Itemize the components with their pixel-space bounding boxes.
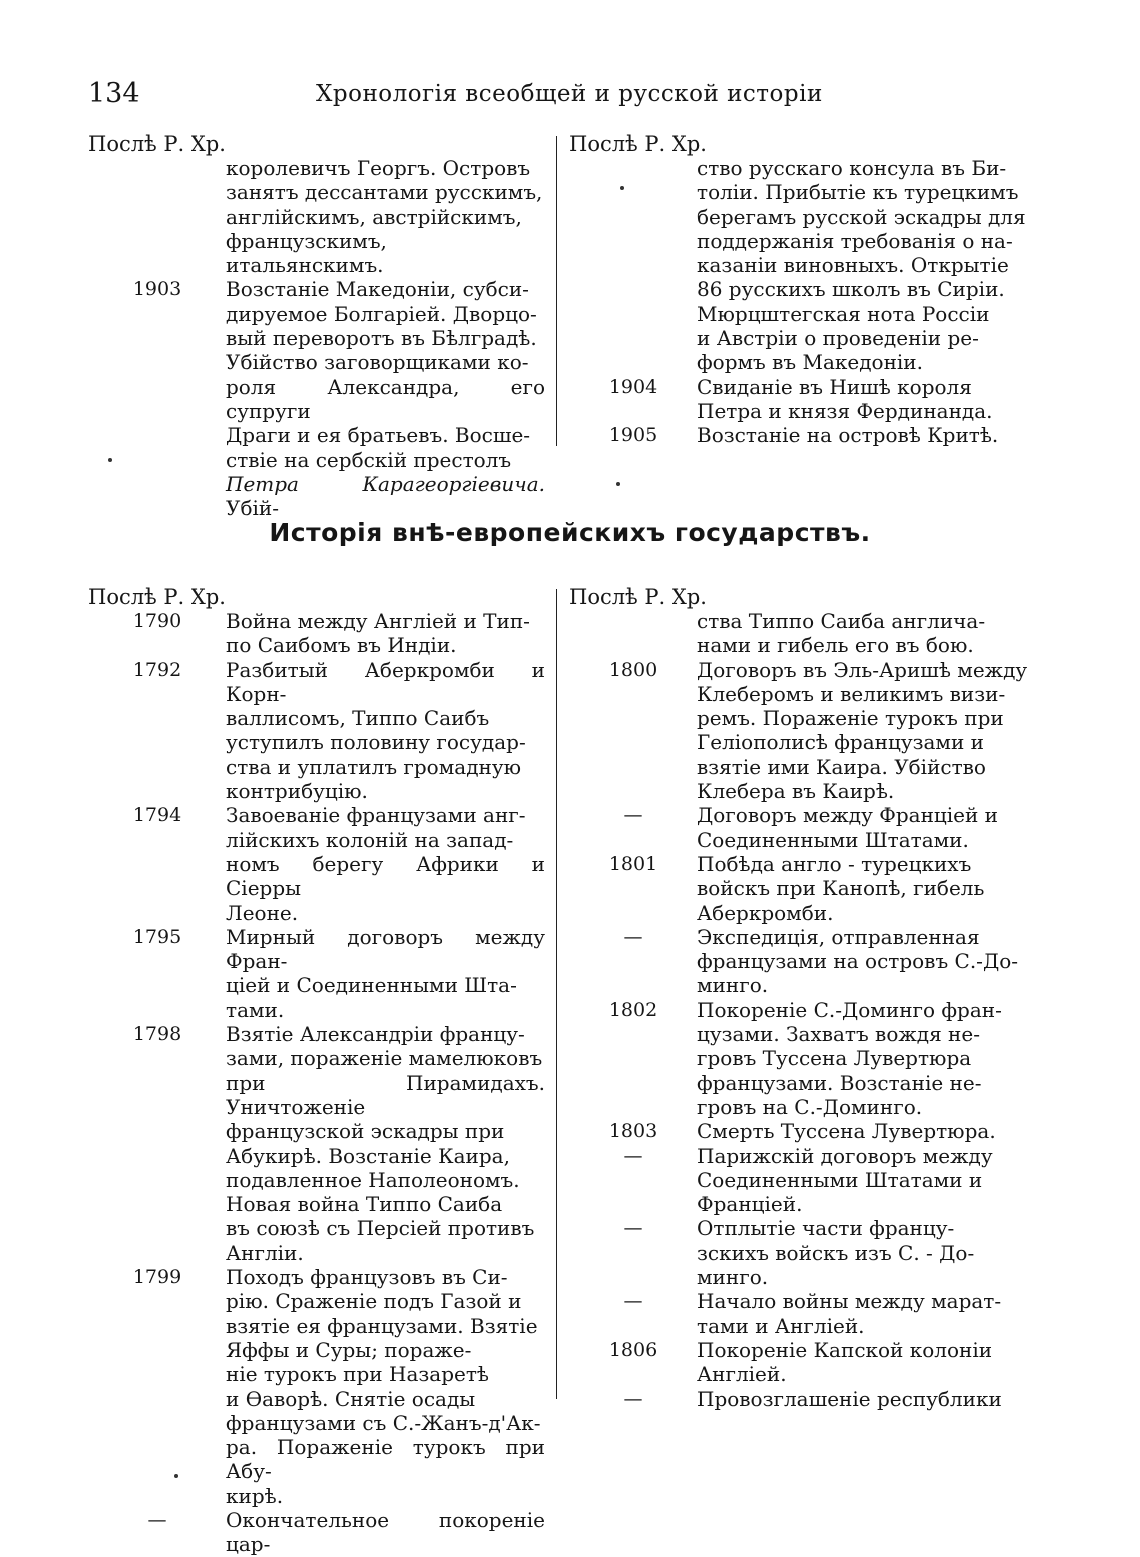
entry-line: толіи. Прибытіе къ турецкимъ [697,180,1019,205]
chronology-entry [88,658,545,804]
section-title: Исторія внѣ-европейскихъ государствъ. [269,518,871,547]
entry-line: французами съ С.-Жанъ-д'Ак- [226,1410,541,1435]
running-head [88,78,1038,112]
entry-line: Возстаніе Македоніи, субси- [226,277,529,302]
entry-line: по Саибомъ въ Индіи. [226,633,457,658]
chronology-entry [569,852,1038,925]
entry-year: — [623,804,643,827]
entry-line: дируемое Болгаріей. Дворцо- [226,301,537,326]
entry-year: 1903 [132,278,182,301]
chronology-entry [569,423,1038,447]
entry-line: въ союзѣ съ Персіей противъ [226,1216,535,1241]
entry-year [569,609,697,658]
entry-line: ціей и Соединенными Шта- [226,973,517,998]
entry-year: 1792 [132,658,182,681]
entry-year: 1904 [608,375,658,398]
entry-text [697,1119,1038,1143]
entry-line: Взятіе Александріи францу- [226,1022,525,1047]
entry-line: Клеберомъ и великимъ визи- [697,681,1006,706]
entry-year: 1800 [608,658,658,681]
entry-text [697,1387,1038,1411]
entry-line: ствіе на сербскій престолъ [226,447,512,472]
entry-line: нами и гибель его въ бою. [697,633,974,658]
entry-year: 1799 [132,1266,182,1289]
entry-line: Отплытіе части францу- [697,1216,955,1241]
entry-line: Аберкромби. [697,900,834,925]
entry-line: при Пирамидахъ. Уничтоженіе [226,1070,545,1119]
entry-text [697,803,1038,852]
entry-year: 1794 [132,804,182,827]
entry-line: уступилъ половину государ- [226,730,526,755]
entry-line: Начало войны между марат- [697,1289,1002,1314]
chronology-entry [569,1119,1038,1143]
entry-year [569,156,697,375]
entry-line: ремъ. Пораженіе турокъ при [697,706,1004,731]
chronology-entry [88,925,545,1022]
entry-line: взятіе ими Каира. Убійство [697,754,986,779]
entry-line: Англіи. [226,1240,304,1265]
entry-line: Петра и князя Фердинанда. [697,398,993,423]
entry-line: французами на островъ С.-До- [697,949,1018,974]
entry-line: французскимъ, итальянскимъ. [226,228,387,278]
entry-text [226,658,545,804]
entry-line: 86 русскихъ школъ въ Сиріи. [697,277,1005,302]
entry-text [697,1289,1038,1338]
entry-line: занятъ дессантами русскимъ, [226,180,543,205]
entry-line: ства Типпо Саиба англича- [697,609,986,633]
entry-line: Походъ французовъ въ Си- [226,1265,508,1290]
chronology-entry [569,925,1038,998]
entry-line: Леоне. [226,900,299,925]
entry-text [697,1338,1038,1387]
chronology-entry [88,803,545,924]
entry-line: ніе турокъ при Назаретѣ [226,1362,489,1387]
entry-year: 1802 [608,998,658,1021]
left-column [88,132,557,520]
entry-line: Побѣда англо - турецкихъ [697,851,972,876]
entry-year: 1798 [132,1023,182,1046]
entry-line: Свиданіе въ Нишѣ короля [697,374,972,399]
entry-line: Завоеваніе французами анг- [226,803,526,828]
entry-line: минго. [697,973,769,998]
chronology-entry [569,1216,1038,1289]
entry-line: Война между Англіей и Тип- [226,609,530,633]
chronology-entry [88,472,545,521]
entry-year [88,156,226,277]
entry-line: лійскихъ колоній на запад- [226,827,514,852]
print-speck [174,1474,178,1478]
entry-line: королевичъ Георгъ. Островъ [226,156,531,180]
running-title: Хронологія всеобщей и русской исторіи [316,81,823,107]
column-header: Послѣ Р. Хр. [88,585,226,609]
entry-text [697,1144,1038,1217]
column-divider [556,136,557,446]
entry-line: гровъ на С.-Доминго. [697,1094,923,1119]
entry-line: контрибуцію. [226,779,368,804]
entry-line: ра. Пораженіе турокъ при Абу- [226,1435,545,1484]
entry-text [226,1265,545,1508]
entry-year: 1806 [608,1338,658,1361]
entry-line: поддержанія требованія о на- [697,228,1013,253]
chronology-entry [88,1265,545,1508]
chronology-entry [88,156,545,277]
print-speck [108,458,112,462]
entry-line: роля Александра, его супруги [226,374,545,423]
entry-line: рію. Сраженіе подъ Газой и [226,1289,522,1314]
page-number: 134 [88,78,140,109]
print-speck [620,186,624,190]
entry-line: и Ѳаворѣ. Снятіе осады [226,1386,476,1411]
entry-text [226,1508,545,1557]
entry-text [697,852,1038,925]
entry-line: взятіе ея французами. Взятіе [226,1313,538,1338]
chronology-entry [569,609,1038,658]
entry-line: Соединенными Штатами. [697,827,969,852]
entry-line: тами и Англіей. [697,1313,865,1338]
chronology-entry [88,1508,545,1557]
entry-text [697,925,1038,998]
right-column [557,132,1038,520]
entry-text [226,277,545,471]
entry-line: вый переворотъ въ Бѣлградѣ. [226,326,537,351]
entry-line: Возстаніе на островѣ Критѣ. [697,423,999,448]
entry-text [697,423,1038,447]
italic-name: Петра Карагеоргіевича. [226,471,545,496]
entry-text [697,609,1038,658]
entry-year: — [623,1217,643,1240]
entry-line: Окончательное покореніе цар- [226,1507,545,1557]
entry-year: — [623,1144,643,1167]
entry-line: Провозглашеніе республики [697,1386,1002,1411]
entry-text [226,803,545,924]
entry-year: — [623,1290,643,1313]
entry-year: — [623,925,643,948]
entry-text [226,156,545,277]
entry-line: кирѣ. [226,1483,284,1508]
entry-line: французской эскадры при [226,1119,505,1144]
entry-line: Петра Карагеоргіевича. Убій- [226,471,545,521]
entry-line: войскъ при Канопѣ, гибель [697,876,985,901]
entry-line: Абукирѣ. Возстаніе Каира, [226,1143,510,1168]
left-column [88,585,557,1557]
entry-line: Соединенными Штатами и [697,1167,983,1192]
entry-line: Покореніе С.-Доминго фран- [697,997,1002,1022]
entry-text [226,1022,545,1265]
entry-line: ства и уплатилъ громадную [226,754,522,779]
entry-line: номъ берегу Африки и Сіерры [226,851,545,901]
entry-line: Убійство заговорщиками ко- [226,350,529,375]
entry-line: Клебера въ Каирѣ. [697,779,895,804]
entry-line: зскихъ войскъ изъ С. - До- [697,1240,975,1265]
entry-line: Договоръ между Франціей и [697,803,999,828]
entry-line: Драги и ея братьевъ. Восше- [226,423,531,448]
entry-line: Мюрцштегская нота Россіи [697,301,990,326]
entry-text [697,375,1038,424]
entry-line: гровъ Туссена Лувертюра [697,1046,972,1071]
right-column [557,585,1038,1557]
entry-line: валлисомъ, Типпо Саибъ [226,706,490,731]
entry-text [226,609,545,658]
chronology-entry [88,277,545,471]
entry-text [226,472,545,521]
entry-line: ство русскаго консула въ Би- [697,156,1007,180]
entry-year: 1795 [132,925,182,948]
entry-year: 1803 [608,1120,658,1143]
chronology-entry [569,998,1038,1119]
entry-line: французами. Возстаніе не- [697,1070,982,1095]
entry-line: Англіей. [697,1362,787,1387]
column-divider [556,589,557,1399]
entry-line: берегамъ русской эскадры для [697,204,1026,229]
entry-line: Разбитый Аберкромби и Корн- [226,657,545,706]
chronology-entry [569,1289,1038,1338]
entry-line: цузами. Захватъ вождя не- [697,1022,980,1047]
column-header: Послѣ Р. Хр. [569,585,707,609]
chronology-entry [569,156,1038,375]
chronology-entry [569,375,1038,424]
entry-line: минго. [697,1265,769,1290]
column-header: Послѣ Р. Хр. [569,132,707,156]
entry-line: казаніи виновныхъ. Открытіе [697,253,1009,278]
entry-line: Новая война Типпо Саиба [226,1192,503,1217]
chronology-block-non-european [88,585,1038,1557]
entry-line: зами, пораженіе мамелюковъ [226,1046,543,1071]
entry-text [697,156,1038,375]
entry-year: — [623,1387,643,1410]
entry-line: Договоръ въ Эль-Аришѣ между [697,657,1028,682]
entry-line: и Австріи о проведеніи ре- [697,326,979,351]
entry-line: тами. [226,997,285,1022]
entry-line: Смерть Туссена Лувертюра. [697,1119,996,1144]
entry-line: Геліополисѣ французами и [697,730,984,755]
print-speck [616,482,620,486]
entry-text [697,998,1038,1119]
chronology-entry [569,1387,1038,1411]
chronology-entry [88,1022,545,1265]
chronology-entry [569,803,1038,852]
entry-line: Мирный договоръ между Фран- [226,924,545,974]
chronology-entry [569,658,1038,804]
entry-year [88,472,226,521]
chronology-entry [569,1144,1038,1217]
entry-line: Экспедиція, отправленная [697,924,980,949]
entry-line: Парижскій договоръ между [697,1143,993,1168]
entry-text [697,658,1038,804]
entry-line: англійскимъ, австрійскимъ, [226,204,522,229]
entry-text [697,1216,1038,1289]
entry-year: 1790 [132,610,182,632]
entry-line: подавленное Наполеономъ. [226,1167,520,1192]
chronology-entry [88,609,545,658]
entry-text [226,925,545,1022]
column-header: Послѣ Р. Хр. [88,132,226,156]
entry-year: 1905 [608,424,658,447]
chronology-block-europe [88,132,1038,520]
entry-line: Яффы и Суры; пораже- [226,1337,472,1362]
entry-line: Покореніе Капской колоніи [697,1337,993,1362]
chronology-entry [569,1338,1038,1387]
entry-line: формъ въ Македоніи. [697,350,923,375]
entry-year: 1801 [608,852,658,875]
entry-line: Франціей. [697,1192,803,1217]
entry-year: — [147,1508,167,1531]
